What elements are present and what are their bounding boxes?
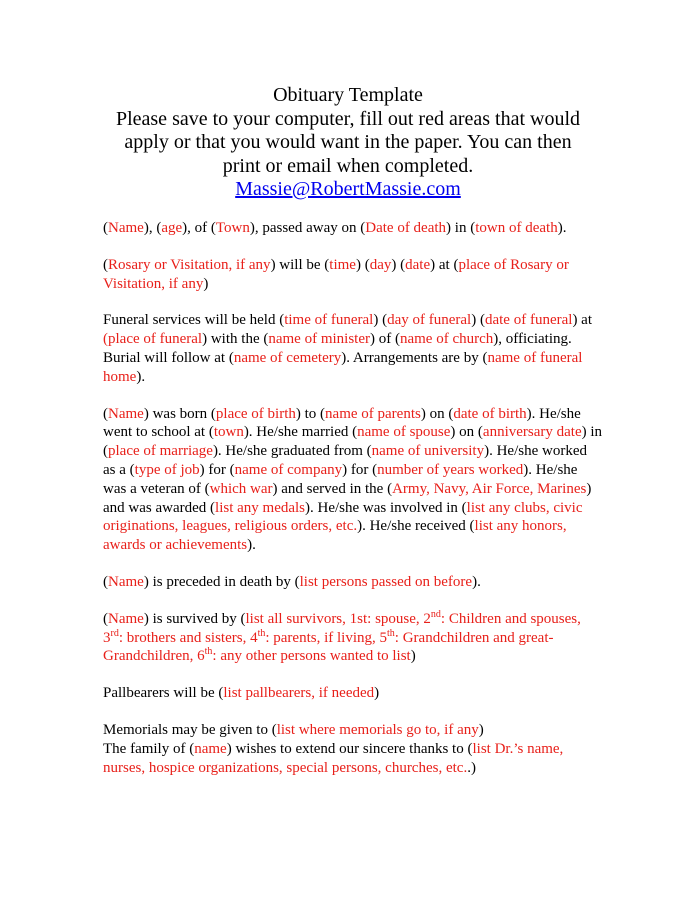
field-day: day: [369, 256, 392, 273]
field-day-of-funeral: day of funeral: [387, 312, 472, 329]
field-age: age: [161, 220, 183, 236]
field-date: date: [405, 256, 431, 273]
instruction-line-3: print or email when completed.: [222, 154, 474, 177]
field-time-of-funeral: time of funeral: [284, 312, 374, 329]
field-years-worked: number of years worked: [377, 461, 524, 478]
field-anniversary-date: anniversary date: [482, 424, 582, 441]
field-name: name: [194, 740, 227, 757]
field-town: Town: [215, 220, 250, 236]
paragraph-visitation: (Rosary or Visitation, if any) will be (time) (day) (date) at (place of Rosary or Visitation, if any): [103, 256, 569, 292]
field-war: which war: [209, 480, 273, 497]
field-thanks-list: list Dr.’s name, nurses, hospice organizations, special persons, churches, etc.: [103, 740, 564, 776]
paragraph-funeral-services: Funeral services will be held (time of funeral) (day of funeral) (date of funeral) at (place of funeral) with the (name of minister) of (name of church), officiating. Burial will follow at (name of cemetery). Arrangements are by (name of funeral home).: [103, 312, 593, 385]
field-place-of-funeral: (place of funeral: [103, 331, 203, 348]
field-survivors: list all survivors, 1st: spouse, 2nd: Children and spouses, 3rd: brothers and sisters, 4th: parents, if living, 5th: Grandchildren and great-Grandchildren, 6th: any other persons wanted to list: [103, 608, 581, 665]
field-cemetery: name of cemetery: [233, 349, 342, 366]
field-pallbearers: list pallbearers, if needed: [223, 685, 375, 702]
field-name: Name: [108, 610, 144, 627]
field-town-of-death: town of death: [475, 220, 558, 236]
field-church: name of church: [399, 331, 494, 348]
paragraph-survived-by: (Name) is survived by (list all survivors, 1st: spouse, 2nd: Children and spouses, 3rd: brothers and sisters, 4th: parents, if living, 5th: Grandchildren and great-Grandchildren, 6th: any other persons wanted to list): [103, 608, 581, 665]
field-school-town: town: [213, 424, 244, 441]
page-title: Obituary Template: [273, 84, 423, 106]
field-preceded-persons: list persons passed on before: [299, 573, 473, 590]
field-honors: list any honors, awards or achievements: [103, 518, 567, 554]
instruction-line-1: Please save to your computer, fill out red areas that would: [115, 107, 581, 130]
paragraph-biography: (Name) was born (place of birth) to (name of parents) on (date of birth). He/she went to school at (town). He/she married (name of spouse) on (anniversary date) in (place of marriage). He/she graduated from (name of university). He/she worked as a (type of job) for (name of company) for (number of years worked). He/she was a veteran of (which war) and served in the (Army, Navy, Air Force, Marines) and was awarded (list any medals). He/she was involved in (list any clubs, civic originations, leagues, religious orders, etc.). He/she received (list any honors, awards or achievements).: [103, 405, 603, 554]
field-visitation-place: place of Rosary or Visitation, if any: [103, 256, 569, 292]
field-place-of-birth: place of birth: [215, 405, 296, 422]
field-university: name of university: [371, 443, 485, 460]
paragraph-pallbearers: Pallbearers will be (list pallbearers, if needed): [103, 685, 380, 702]
field-parents: name of parents: [325, 405, 421, 422]
field-clubs: list any clubs, civic originations, leagues, religious orders, etc.: [103, 499, 583, 535]
field-company: name of company: [234, 461, 343, 478]
field-name: Name: [108, 220, 144, 236]
field-job: type of job: [134, 461, 200, 478]
paragraph-thanks: The family of (name) wishes to extend our sincere thanks to (list Dr.’s name, nurses, hospice organizations, special persons, churches, etc..): [103, 740, 564, 776]
field-date-of-funeral: date of funeral: [484, 312, 573, 329]
paragraph-death-notice: (Name), (age), of (Town), passed away on (Date of death) in (town of death).: [103, 220, 567, 236]
field-time: time: [329, 256, 356, 273]
field-military-branch: Army, Navy, Air Force, Marines: [392, 480, 587, 497]
field-medals: list any medals: [215, 499, 306, 516]
field-date-of-death: Date of death: [365, 220, 447, 236]
email-link[interactable]: Massie@RobertMassie.com: [235, 178, 461, 200]
paragraph-memorials: Memorials may be given to (list where memorials go to, if any): [103, 721, 484, 738]
field-memorials: list where memorials go to, if any: [276, 721, 479, 738]
field-date-of-birth: date of birth: [453, 405, 527, 422]
field-minister: name of minister: [268, 331, 370, 348]
field-place-of-marriage: place of marriage: [108, 443, 213, 460]
paragraph-preceded-in-death: (Name) is preceded in death by (list persons passed on before).: [103, 573, 481, 590]
field-name: Name: [108, 405, 144, 422]
field-funeral-home: name of funeral home: [103, 349, 583, 385]
obituary-body: [103, 219, 603, 795]
field-visitation: Rosary or Visitation, if any: [108, 256, 271, 273]
field-name: Name: [108, 573, 144, 590]
field-spouse: name of spouse: [357, 424, 451, 441]
document-header: [60, 84, 636, 202]
instruction-line-2: apply or that you would want in the paper. You can then: [124, 131, 572, 153]
